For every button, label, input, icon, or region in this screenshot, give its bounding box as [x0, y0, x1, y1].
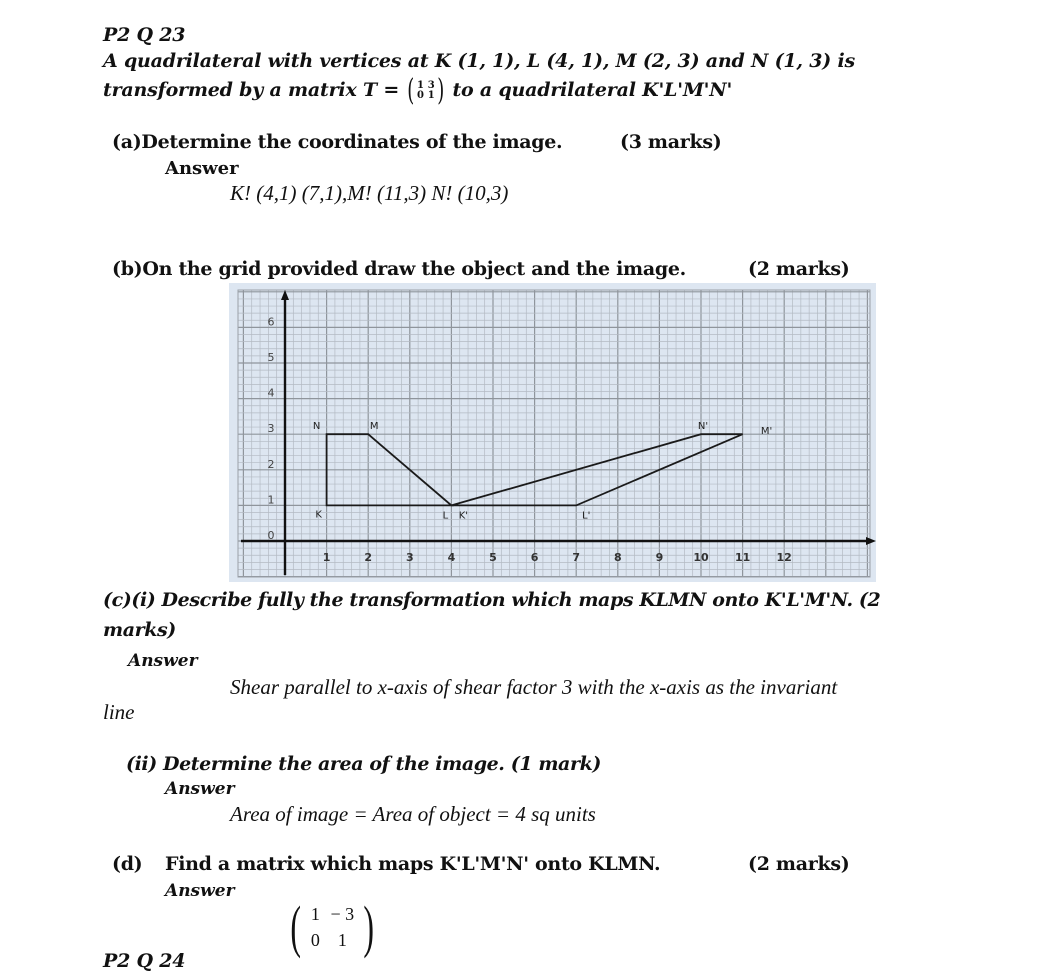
matrix-cell: 0	[310, 930, 320, 950]
y-tick-label: 1	[267, 493, 275, 507]
vertex-label: M'	[760, 426, 773, 438]
part-c-i-prompt-line2: marks)	[103, 619, 176, 641]
part-c-i-answer-label: Answer	[128, 651, 198, 671]
y-tick-label: 2	[267, 457, 275, 471]
part-c-ii-answer: Area of image = Area of object = 4 sq units	[230, 802, 596, 826]
x-axis-arrow-icon	[866, 537, 876, 545]
vertex-label: L'	[582, 510, 591, 522]
matrix-t-cell: 1	[417, 80, 424, 91]
question-text-suffix: to a quadrilateral K'L'M'N'	[452, 79, 733, 101]
y-tick-label: 6	[267, 315, 275, 329]
matrix-right-paren: )	[436, 73, 444, 108]
y-tick-label: 4	[267, 386, 275, 400]
matrix-cell: − 3	[330, 904, 355, 924]
matrix-cell: 1	[337, 930, 347, 950]
vertex-label: K	[315, 509, 322, 521]
x-tick-label: 4	[447, 551, 456, 564]
x-tick-label: 6	[530, 551, 539, 564]
x-tick-label: 2	[364, 551, 373, 564]
vertex-label: N'	[697, 421, 709, 433]
part-c-i-answer-line1: Shear parallel to x-axis of shear factor 3 with the x-axis as the invariant	[230, 675, 838, 699]
x-tick-label: 1	[322, 551, 331, 564]
x-tick-label: 5	[489, 551, 497, 564]
part-c-i-prompt-line1: (c)(i) Describe fully the transformation which maps KLMN onto K'L'M'N. (2	[103, 589, 881, 611]
y-tick-label: 0	[267, 529, 275, 542]
part-d-answer-label: Answer	[165, 881, 235, 901]
part-d-label: (d)	[112, 853, 143, 875]
part-a-answer: K! (4,1) (7,1),M! (11,3) N! (10,3)	[230, 181, 509, 205]
part-d-answer-matrix	[286, 894, 379, 959]
x-tick-label: 10	[693, 551, 709, 564]
question-number: P2 Q 23	[103, 24, 186, 46]
question-text-line2	[103, 73, 733, 108]
matrix-left-paren: (	[290, 894, 301, 959]
vertex-label: M	[369, 421, 379, 433]
part-a-marks: (3 marks)	[620, 131, 722, 153]
x-tick-label: 11	[734, 551, 751, 564]
matrix-t-cell: 0	[417, 90, 424, 101]
part-c-ii-answer-label: Answer	[165, 779, 235, 799]
x-tick-label: 3	[405, 551, 414, 564]
matrix-cell: 1	[310, 904, 320, 924]
vertex-label: N	[312, 421, 321, 433]
y-tick-label: 5	[267, 351, 275, 364]
matrix-left-paren: (	[407, 73, 415, 108]
part-c-ii-prompt: (ii) Determine the area of the image. (1 mark)	[126, 753, 601, 775]
x-tick-label: 7	[572, 551, 581, 564]
y-tick-label: 3	[267, 422, 275, 436]
part-b-marks: (2 marks)	[748, 258, 850, 280]
part-d-marks: (2 marks)	[748, 853, 850, 875]
matrix-t-cell: 1	[427, 90, 435, 101]
part-a-prompt: (a)Determine the coordinates of the image.	[112, 131, 563, 153]
part-a-answer-label: Answer	[165, 158, 239, 179]
x-tick-label: 9	[655, 551, 664, 564]
x-tick-label: 8	[613, 551, 622, 564]
graph-svg	[229, 283, 876, 582]
question-text-line1: A quadrilateral with vertices at K (1, 1), L (4, 1), M (2, 3) and N (1, 3) is	[103, 50, 855, 72]
part-c-i-answer-line2: line	[103, 700, 135, 724]
part-d-prompt: Find a matrix which maps K'L'M'N' onto KLMN.	[165, 853, 661, 875]
question-text-prefix: transformed by a matrix T =	[103, 79, 400, 101]
grid-graph	[229, 283, 876, 582]
vertex-label: L	[442, 510, 449, 522]
vertex-label: K'	[458, 510, 469, 522]
matrix-t-cell: 3	[427, 80, 435, 91]
next-question-number: P2 Q 24	[103, 950, 186, 972]
matrix-t	[405, 73, 446, 108]
matrix-right-paren: )	[363, 894, 375, 959]
x-tick-label: 12	[776, 551, 792, 564]
part-b-prompt: (b)On the grid provided draw the object and the image.	[112, 258, 686, 280]
